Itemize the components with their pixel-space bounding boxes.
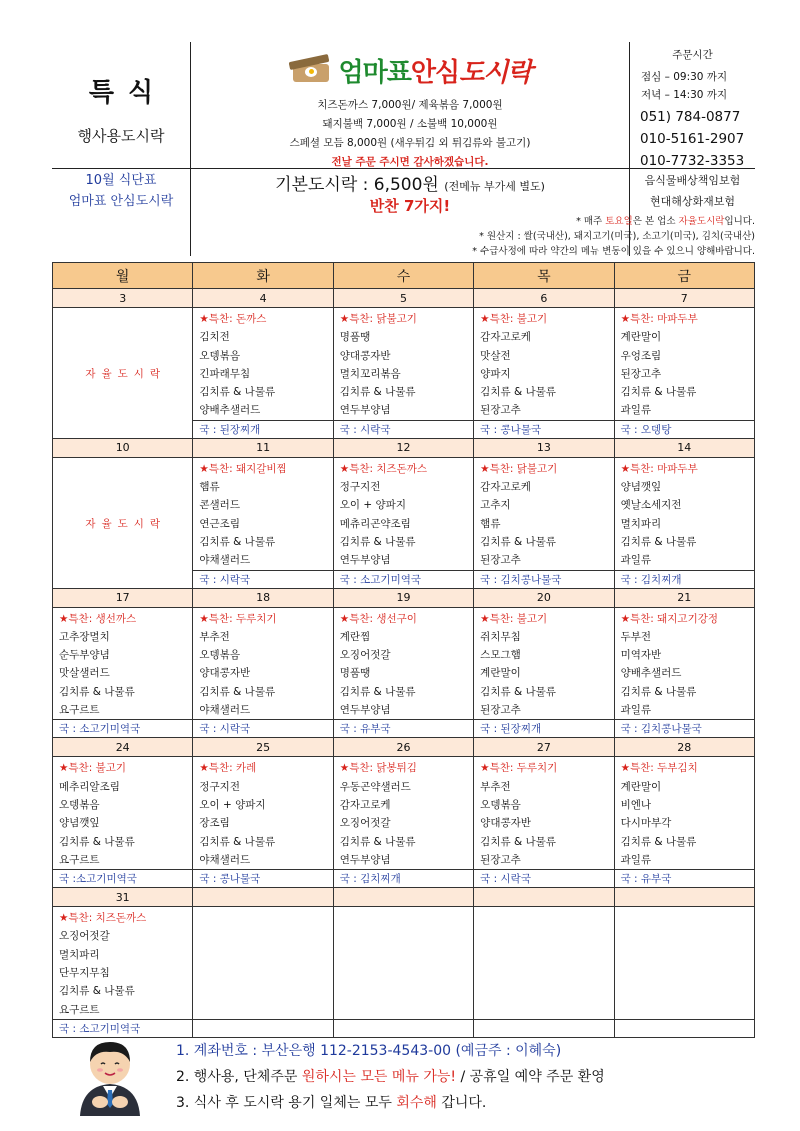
lunchbox-icon	[289, 56, 333, 84]
soup-cell: 국 : 유부국	[333, 720, 473, 738]
side-dish: 야채샐러드	[199, 704, 251, 717]
price-line: 돼지불백 7,000원 / 소불백 10,000원	[322, 118, 498, 130]
date-cell: 13	[474, 438, 614, 457]
date-cell: 12	[333, 438, 473, 457]
special-dish: ★특찬: 두부김치	[620, 762, 698, 775]
side-dish: 메츄리곤약조림	[339, 517, 411, 530]
soup-cell: 국 : 소고기미역국	[333, 570, 473, 588]
side-dish: 과일류	[620, 853, 651, 866]
insurance-box	[630, 169, 755, 215]
special-dish: ★특찬: 치즈돈까스	[339, 462, 428, 475]
side-dish: 야채샐러드	[199, 554, 251, 567]
side-dish: 양대콩자반	[199, 667, 251, 680]
soup-cell: 국 : 김치찌개	[614, 570, 754, 588]
side-dish: 미역자반	[620, 649, 662, 662]
side-dish: 두부전	[620, 630, 651, 643]
special-dish: ★특찬: 마파두부	[620, 313, 698, 325]
weekday-header-row	[53, 263, 755, 289]
side-dish: 오뎅볶음	[199, 649, 240, 662]
soup-cell: 국 : 시락국	[474, 870, 614, 888]
side-dish: 계란말이	[620, 331, 662, 344]
menu-cell	[474, 457, 614, 570]
date-cell	[333, 888, 473, 907]
side-dish: 김치류 & 나물류	[339, 835, 416, 848]
order-info-box	[630, 42, 755, 170]
phone-number[interactable]: 051) 784-0877	[640, 109, 741, 125]
side-dish: 햄류	[199, 481, 220, 494]
side-dish: 감자고로케	[339, 798, 391, 811]
menu-cell	[333, 457, 473, 570]
side-dish: 비엔나	[620, 798, 651, 811]
special-dish: ★특찬: 돈까스	[199, 313, 267, 325]
menu-cell	[53, 907, 193, 1020]
logo-text: 엄마표안심도시락	[338, 57, 532, 88]
note-origin: * 원산지 : 쌀(국내산), 돼지고기(미국), 소고기(미국), 김치(국내산)	[479, 231, 755, 242]
soup-cell: 국 : 된장찌개	[193, 420, 333, 438]
order-time-title: 주문시간	[672, 49, 713, 61]
soup-row	[53, 720, 755, 738]
side-dish: 쥐치무침	[480, 630, 521, 643]
notes	[472, 214, 755, 259]
date-cell: 31	[53, 888, 193, 907]
soup-row	[53, 1019, 755, 1037]
price-line: 치즈돈까스 7,000원/ 제육볶음 7,000원	[317, 99, 503, 111]
order-hours	[630, 68, 755, 104]
side-dish: 김치류 & 나물류	[620, 685, 697, 698]
special-dish: ★특찬: 두루치기	[199, 612, 277, 625]
side-dish: 명품땡	[339, 667, 371, 680]
side-dish: 연근조림	[199, 517, 240, 530]
soup-cell: 국 : 된장찌개	[474, 720, 614, 738]
soup-cell: 국 : 콩나물국	[193, 870, 333, 888]
date-cell: 28	[614, 738, 754, 757]
special-dish: ★특찬: 돼지고기강정	[620, 612, 718, 625]
date-cell: 17	[53, 588, 193, 607]
brand-label: 엄마표 안심도시락	[68, 194, 174, 209]
staff-avatar-icon	[74, 1036, 146, 1116]
side-dish: 양념깻잎	[59, 817, 100, 830]
side-dish: 옛날소세지전	[620, 499, 682, 512]
side-dish: 과일류	[620, 404, 651, 417]
empty-cell	[614, 907, 754, 1020]
note-change: * 수급사정에 따라 약간의 메뉴 변동이 있을 수 있으니 양해바랍니다.	[472, 246, 755, 257]
empty-cell	[333, 907, 473, 1020]
logo-price-box	[191, 42, 629, 170]
menu-cell	[474, 308, 614, 421]
basic-price: 기본도시락 : 6,500원 (전메뉴 부가세 별도)	[275, 175, 545, 195]
soup-cell: 국 : 김치찌개	[333, 870, 473, 888]
menu-cell	[333, 607, 473, 720]
side-dish: 김치류 & 나물류	[480, 685, 556, 698]
soup-cell: 국 : 소고기미역국	[53, 720, 193, 738]
date-cell: 27	[474, 738, 614, 757]
weekday-header: 수	[333, 263, 473, 289]
phone-numbers	[630, 106, 755, 172]
menu-cell	[614, 457, 754, 570]
lunch-deadline: 점심 – 09:30 까지	[641, 71, 728, 83]
side-dish: 김치류 & 나물류	[480, 835, 556, 848]
date-cell: 3	[53, 289, 193, 308]
menu-cell	[474, 607, 614, 720]
soup-cell: 국 : 유부국	[614, 870, 754, 888]
menu-cell	[333, 757, 473, 870]
side-dish: 양념깻잎	[620, 481, 662, 494]
special-dish: ★특찬: 생선구이	[339, 612, 417, 625]
date-cell: 21	[614, 588, 754, 607]
special-dish: ★특찬: 불고기	[480, 313, 548, 325]
soup-cell: 국 : 소고기미역국	[53, 1019, 193, 1037]
side-dish: 오징어젓갈	[339, 649, 391, 662]
date-cell: 7	[614, 289, 754, 308]
side-dish: 고추장멸치	[59, 630, 110, 643]
side-dish: 오징어젓갈	[339, 817, 391, 830]
side-dish: 다시마부각	[620, 817, 672, 830]
phone-number[interactable]: 010-7732-3353	[640, 153, 745, 169]
side-dish: 김치류 & 나물류	[339, 386, 416, 399]
empty-cell	[474, 1019, 614, 1037]
side-dish: 된장고추	[480, 704, 521, 717]
side-dish: 계란말이	[480, 667, 521, 680]
side-dish: 오뎅볶음	[199, 349, 240, 362]
side-dish: 오이 + 양파지	[339, 499, 406, 512]
soup-cell: 국 : 시락국	[193, 570, 333, 588]
side-dish: 요구르트	[59, 1003, 100, 1016]
date-cell: 4	[193, 289, 333, 308]
side-dish: 김치류 & 나물류	[480, 386, 556, 399]
date-cell	[614, 888, 754, 907]
date-row	[53, 438, 755, 457]
date-row	[53, 289, 755, 308]
side-dish: 멸치꼬리볶음	[339, 367, 401, 380]
date-row	[53, 888, 755, 907]
date-cell: 18	[193, 588, 333, 607]
insurance-company: 현대해상화재보험	[649, 195, 735, 208]
side-dish: 양대콩자반	[339, 349, 391, 362]
side-dish: 김치전	[199, 331, 230, 344]
weekday-header: 화	[193, 263, 333, 289]
container-return-line: 3. 식사 후 도시락 용기 일체는 모두 회수해 갑니다.	[176, 1095, 487, 1111]
special-dish: ★특찬: 돼지갈비찜	[199, 462, 287, 475]
special-title: 특식	[88, 78, 168, 108]
header	[52, 42, 755, 215]
side-dish: 된장고추	[480, 404, 521, 417]
side-dish: 김치류 & 나물류	[59, 685, 135, 698]
side-dish: 김치류 & 나물류	[59, 835, 135, 848]
weekday-header: 월	[53, 263, 193, 289]
date-cell: 26	[333, 738, 473, 757]
side-dish: 연두부양념	[339, 404, 391, 417]
side-dish: 콘샐러드	[199, 499, 240, 512]
special-dish: ★특찬: 치즈돈까스	[59, 912, 147, 925]
weekday-header: 금	[614, 263, 754, 289]
special-title-box	[52, 42, 190, 167]
side-dish: 스모그햄	[480, 649, 521, 662]
side-dish: 맛살샐러드	[59, 667, 110, 680]
side-dish: 햄류	[480, 517, 501, 530]
special-dish: ★특찬: 불고기	[59, 762, 127, 775]
group-order-line: 2. 행사용, 단체주문 원하시는 모든 메뉴 가능! / 공휴일 예약 주문 환영	[176, 1069, 605, 1085]
menu-calendar	[52, 262, 755, 1038]
date-row	[53, 738, 755, 757]
side-dish: 과일류	[620, 554, 651, 567]
menu-row	[53, 607, 755, 720]
soup-cell: 국 : 시락국	[333, 420, 473, 438]
self-service-cell: 자율도시락	[53, 457, 193, 588]
side-dish: 된장고추	[480, 554, 521, 567]
side-dish: 김치류 & 나물류	[620, 386, 697, 399]
special-dish: ★특찬: 마파두부	[620, 462, 698, 475]
side-dish: 양대콩자반	[480, 817, 531, 830]
empty-cell	[474, 907, 614, 1020]
side-dish: 과일류	[620, 704, 651, 717]
date-cell: 25	[193, 738, 333, 757]
date-cell	[193, 888, 333, 907]
special-dish: ★특찬: 닭봉튀김	[339, 762, 417, 775]
side-dish: 김치류 & 나물류	[620, 835, 697, 848]
menu-cell	[333, 308, 473, 421]
side-dish: 연두부양념	[339, 704, 391, 717]
special-dish: ★특찬: 두루치기	[480, 762, 558, 775]
menu-row	[53, 907, 755, 1020]
date-cell: 14	[614, 438, 754, 457]
side-dish: 맛살전	[480, 349, 511, 362]
side-dish: 명품땡	[339, 331, 371, 344]
menu-cell	[193, 607, 333, 720]
side-dish: 감자고로케	[480, 331, 531, 344]
side-dish: 우엉조림	[620, 349, 662, 362]
side-dish: 연두부양념	[339, 853, 391, 866]
menu-cell	[53, 607, 193, 720]
weekday-header: 목	[474, 263, 614, 289]
empty-cell	[193, 907, 333, 1020]
date-cell	[474, 888, 614, 907]
side-dish: 고추지	[480, 499, 511, 512]
side-dish: 메추리알조림	[59, 780, 120, 793]
soup-cell: 국 : 콩나물국	[474, 420, 614, 438]
side-dish-count: 반찬 7가지!	[369, 197, 451, 215]
side-dish: 김치류 & 나물류	[480, 535, 556, 548]
side-dish: 단무지무침	[59, 967, 110, 980]
event-lunchbox-label: 행사용도시락	[77, 127, 165, 145]
side-dish: 오뎅볶음	[480, 798, 521, 811]
side-dish: 멸치파리	[620, 517, 662, 530]
date-cell: 10	[53, 438, 193, 457]
self-service-cell: 자율도시락	[53, 308, 193, 439]
side-dish: 김치류 & 나물류	[59, 985, 135, 998]
menu-cell	[614, 757, 754, 870]
side-dish: 김치류 & 나물류	[199, 835, 276, 848]
side-dish: 긴파래무침	[199, 367, 251, 380]
menu-cell	[193, 457, 333, 570]
brand-logo	[191, 50, 629, 90]
side-dish: 된장고추	[480, 853, 521, 866]
menu-row	[53, 757, 755, 870]
special-dish: ★특찬: 닭불고기	[480, 462, 558, 475]
date-cell: 11	[193, 438, 333, 457]
side-dish: 정구지전	[339, 481, 381, 494]
price-line: 스페셜 모듬 8,000원 (새우튀김 외 튀김류와 불고기)	[289, 137, 531, 149]
side-dish: 김치류 & 나물류	[339, 685, 416, 698]
side-dish: 순두부양념	[59, 649, 110, 662]
insurance-type: 음식물배상책임보험	[644, 174, 741, 187]
side-dish: 우동곤약샐러드	[339, 780, 411, 793]
soup-cell: 국 : 오뎅탕	[614, 420, 754, 438]
price-list	[191, 96, 629, 172]
side-dish: 야채샐러드	[199, 853, 251, 866]
phone-number[interactable]: 010-5161-2907	[640, 131, 745, 147]
side-dish: 연두부양념	[339, 554, 391, 567]
menu-cell	[614, 308, 754, 421]
side-dish: 김치류 & 나물류	[339, 535, 416, 548]
date-cell: 19	[333, 588, 473, 607]
special-dish: ★특찬: 불고기	[480, 612, 548, 625]
side-dish: 양파지	[480, 367, 511, 380]
empty-cell	[333, 1019, 473, 1037]
menu-cell	[193, 757, 333, 870]
menu-row	[53, 457, 755, 570]
side-dish: 오이 + 양파지	[199, 798, 266, 811]
bank-account-line: 1. 계좌번호 : 부산은행 112-2153-4543-00 (예금주 : 이혜숙)	[176, 1043, 562, 1059]
side-dish: 된장고추	[620, 367, 662, 380]
special-dish: ★특찬: 카레	[199, 762, 257, 775]
empty-cell	[614, 1019, 754, 1037]
side-dish: 양배추샐러드	[620, 667, 682, 680]
month-menu-label: 10월 식단표	[85, 173, 157, 188]
special-dish: ★특찬: 생선까스	[59, 612, 137, 625]
side-dish: 감자고로케	[480, 481, 531, 494]
date-cell: 6	[474, 289, 614, 308]
side-dish: 김치류 & 나물류	[199, 535, 276, 548]
date-cell: 20	[474, 588, 614, 607]
order-notice: 전날 주문 주시면 감사하겠습니다.	[331, 156, 489, 168]
menu-cell	[193, 308, 333, 421]
special-dish: ★특찬: 닭불고기	[339, 313, 417, 325]
side-dish: 김치류 & 나물류	[199, 685, 276, 698]
menu-cell	[474, 757, 614, 870]
menu-cell	[614, 607, 754, 720]
side-dish: 계란찜	[339, 630, 371, 643]
side-dish: 오뎅볶음	[59, 798, 100, 811]
date-cell: 24	[53, 738, 193, 757]
side-dish: 부추전	[199, 630, 230, 643]
side-dish: 양배추샐러드	[199, 404, 261, 417]
side-dish: 김치류 & 나물류	[620, 535, 697, 548]
note-saturday: * 매주 토요일은 본 업소 자율도시락입니다.	[576, 216, 755, 227]
side-dish: 요구르트	[59, 853, 100, 866]
empty-cell	[193, 1019, 333, 1037]
side-dish: 장조림	[199, 817, 230, 830]
date-cell: 5	[333, 289, 473, 308]
dinner-deadline: 저녁 – 14:30 까지	[641, 89, 728, 101]
footer-info	[176, 1038, 605, 1116]
side-dish: 정구지전	[199, 780, 240, 793]
side-dish: 계란말이	[620, 780, 662, 793]
soup-cell: 국 : 김치콩나물국	[474, 570, 614, 588]
date-row	[53, 588, 755, 607]
side-dish: 부추전	[480, 780, 511, 793]
soup-row	[53, 870, 755, 888]
basic-price-box	[191, 169, 629, 215]
side-dish: 요구르트	[59, 704, 100, 717]
soup-cell: 국 :소고기미역국	[53, 870, 193, 888]
side-dish: 멸치파리	[59, 948, 100, 961]
soup-cell: 국 : 시락국	[193, 720, 333, 738]
menu-row	[53, 308, 755, 421]
soup-cell: 국 : 김치콩나물국	[614, 720, 754, 738]
month-brand-box	[52, 169, 190, 215]
side-dish: 오징어젓갈	[59, 930, 110, 943]
side-dish: 김치류 & 나물류	[199, 386, 276, 399]
menu-cell	[53, 757, 193, 870]
